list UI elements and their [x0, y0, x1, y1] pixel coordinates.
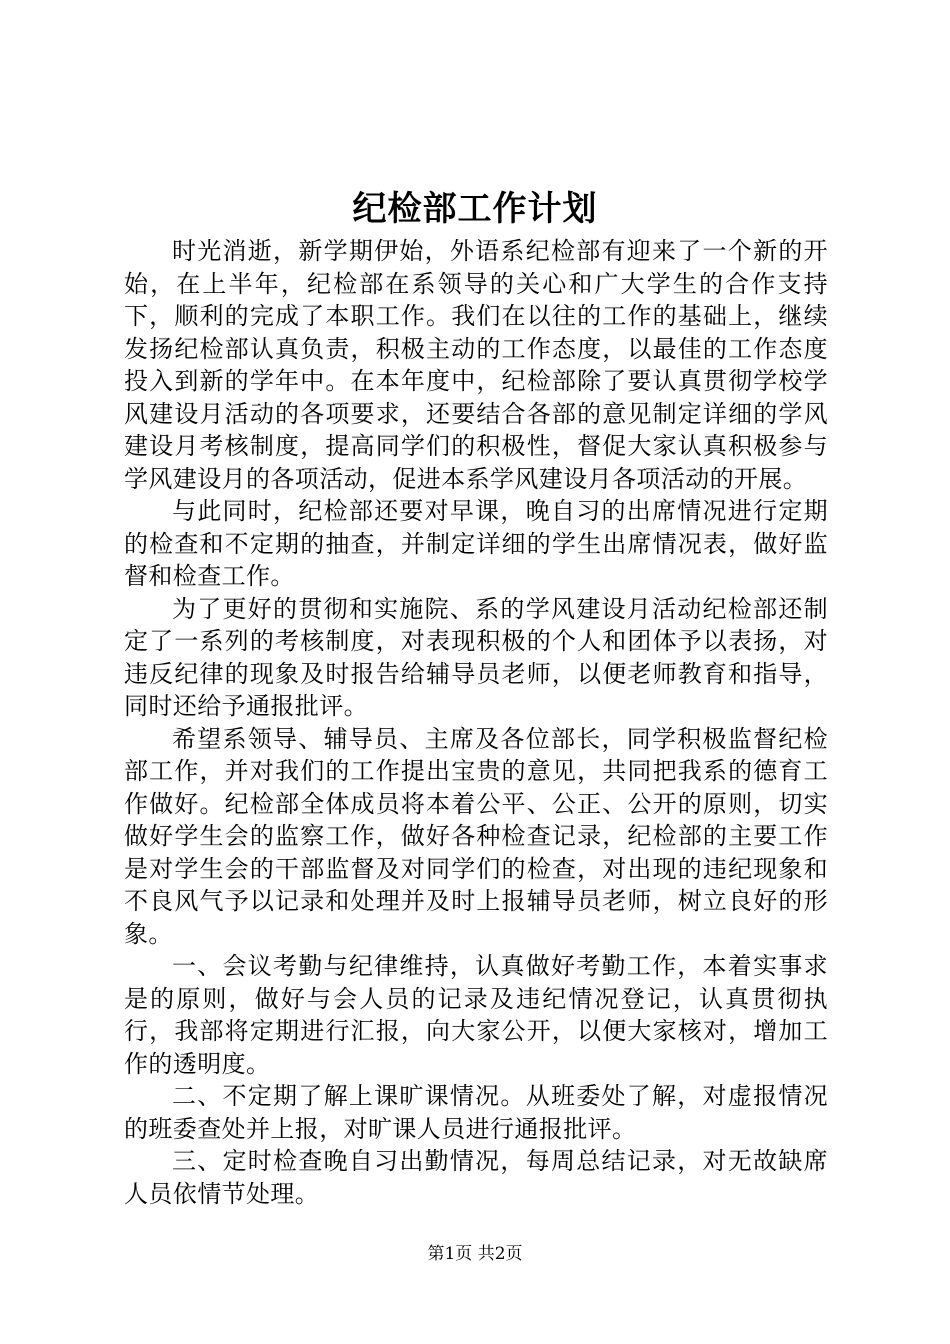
page-footer: 第1页 共2页 — [427, 1244, 523, 1264]
paragraph-item-2-classes: 二、不定期了解上课旷课情况。从班委处了解，对虚报情况的班委查处并上报，对旷课人员进行通报批评。 — [124, 1082, 828, 1143]
paragraph-item-1-meetings: 一、会议考勤与纪律维持，认真做好考勤工作，本着实事求是的原则，做好与会人员的记录及违纪情况登记，认真贯彻执行，我部将定期进行汇报，向大家公开，以便大家核对，增加工作的透明度。 — [124, 952, 828, 1078]
document-title: 纪检部工作计划 — [352, 189, 598, 229]
paragraph-item-3-evening-study: 三、定时检查晚自习出勤情况，每周总结记录，对无故缺席人员依情节处理。 — [124, 1147, 828, 1208]
paragraph-supervision: 希望系领导、辅导员、主席及各位部长，同学积极监督纪检部工作，并对我们的工作提出宝贵的意见，共同把我系的德育工作做好。纪检部全体成员将本着公平、公正、公开的原则，切实做好学生会的监察工作，做好各种检查记录，纪检部的主要工作是对学生会的干部监督及对同学们的检查，对出现的违纪现象和不良风气予以记录和处理并及时上报辅导员老师，树立良好的形象。 — [124, 724, 828, 948]
paragraph-assessment-system: 为了更好的贯彻和实施院、系的学风建设月活动纪检部还制定了一系列的考核制度，对表现积极的个人和团体予以表扬，对违反纪律的现象及时报告给辅导员老师，以便老师教育和指导，同时还给予通报批评。 — [124, 594, 828, 720]
paragraph-attendance-check: 与此同时，纪检部还要对早课，晚自习的出席情况进行定期的检查和不定期的抽查，并制定详细的学生出席情况表，做好监督和检查工作。 — [124, 497, 828, 590]
paragraph-intro: 时光消逝，新学期伊始，外语系纪检部有迎来了一个新的开始，在上半年，纪检部在系领导的关心和广大学生的合作支持下，顺利的完成了本职工作。我们在以往的工作的基础上，继续发扬纪检部认真负责，积极主动的工作态度，以最佳的工作态度投入到新的学年中。在本年度中，纪检部除了要认真贯彻学校学风建设月活动的各项要求，还要结合各部的意见制定详细的学风建设月考核制度，提高同学们的积极性，督促大家认真积极参与学风建设月的各项活动，促进本系学风建设月各项活动的开展。 — [124, 237, 828, 493]
document-body — [124, 235, 828, 1210]
